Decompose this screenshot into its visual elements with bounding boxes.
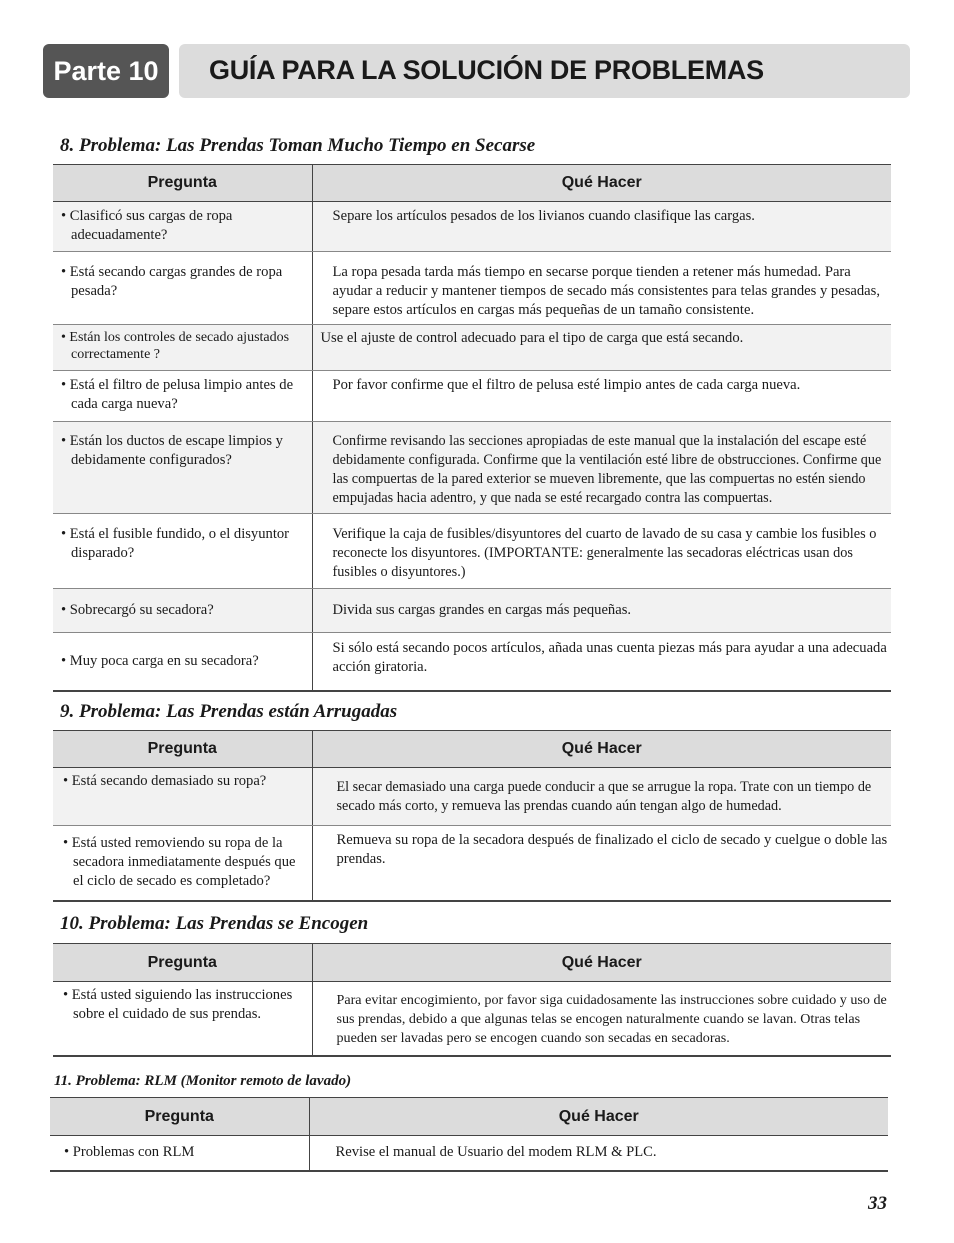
- section-title-10: 10. Problema: Las Prendas se Encogen: [60, 913, 369, 934]
- answer-text: Por favor confirme que el filtro de pelusa esté limpio antes de cada carga nueva.: [312, 371, 891, 422]
- question-text: • Está el fusible fundido, o el disyuntor disparado?: [61, 526, 290, 561]
- answer-text: Revise el manual de Usuario del modem RLM & PLC.: [335, 1144, 657, 1161]
- page-number: 33: [868, 1193, 887, 1214]
- table-row: [53, 768, 891, 826]
- question-text: • Sobrecargó su secadora?: [61, 602, 214, 618]
- question-text: • Están los ductos de escape limpios y debidamente configurados?: [61, 433, 283, 468]
- table-row: [53, 589, 891, 633]
- column-header-answer: Qué Hacer: [312, 944, 891, 982]
- troubleshooting-table-9: [53, 730, 891, 902]
- column-header-question: Pregunta: [53, 944, 312, 982]
- column-header-answer: Qué Hacer: [312, 731, 891, 768]
- table-header-row: [53, 944, 891, 982]
- troubleshooting-table-10: [53, 943, 891, 1057]
- question-text: • Están los controles de secado ajustados correctamente ?: [61, 330, 290, 362]
- question-text: • Está secando demasiado su ropa?: [63, 773, 267, 789]
- table-row: [53, 325, 891, 371]
- column-header-question: Pregunta: [50, 1098, 309, 1136]
- table-row: [53, 633, 891, 691]
- answer-text: Verifique la caja de fusibles/disyuntores del cuarto de lavado de su casa y cambie los fusibles o reconecte los disyuntores. (IMPORTANTE: generalmente las secadoras eléctricas usan dos fusibles o disyuntores.): [312, 514, 891, 589]
- section-title-9: 9. Problema: Las Prendas están Arrugadas: [60, 701, 398, 722]
- column-header-question: Pregunta: [53, 731, 312, 768]
- column-header-answer: Qué Hacer: [309, 1098, 888, 1136]
- troubleshooting-table-8: [53, 164, 891, 692]
- question-text: • Muy poca carga en su secadora?: [61, 652, 259, 669]
- table-row: [53, 371, 891, 422]
- table-row: [50, 1136, 888, 1171]
- answer-text: Para evitar encogimiento, por favor siga cuidadosamente las instrucciones sobre cuidado y uso de sus prendas, debido a que algunas telas se encogen naturalmente cuando se lavan. Otras telas pueden ser lavadas pero se encogen cuando son secadas en secadoras.: [336, 992, 887, 1046]
- part-label: Parte 10: [43, 44, 169, 98]
- table-row: [53, 422, 891, 514]
- section-title-11: 11. Problema: RLM (Monitor remoto de lavado): [54, 1073, 352, 1089]
- table-row: [53, 202, 891, 252]
- answer-text: Confirme revisando las secciones apropiadas de este manual que la instalación del escape esté debidamente configurada. Confirme que la ventilación esté libre de obstrucciones. Confirme que las compuertas de la pared exterior se mueven libremente, que las compuertas no estén siendo empujadas hacia adentro, y que nada se esté recargado contra las compuertas.: [312, 422, 891, 514]
- section-title-8: 8. Problema: Las Prendas Toman Mucho Tiempo en Secarse: [60, 135, 536, 156]
- question-text: • Clasificó sus cargas de ropa adecuadamente?: [61, 208, 233, 243]
- column-header-answer: Qué Hacer: [312, 165, 891, 202]
- page-header: [43, 44, 910, 98]
- answer-text: Remueva su ropa de la secadora después de finalizado el ciclo de secado y cuelgue o doble las prendas.: [336, 832, 888, 867]
- troubleshooting-table-11: [50, 1097, 888, 1172]
- answer-text: La ropa pesada tarda más tiempo en secarse porque tienden a retener más humedad. Para ayudar a reducir y mantener tiempos de secado más consistentes para telas grandes y pesadas, separe estos artículos en cargas más pequeñas de un tamaño consistente.: [312, 252, 891, 325]
- question-text: • Está usted removiendo su ropa de la secadora inmediatamente después que el ciclo de secado es completado?: [63, 835, 296, 889]
- table-row: [53, 982, 891, 1056]
- column-header-question: Pregunta: [53, 165, 312, 202]
- question-text: • Está el filtro de pelusa limpio antes de cada carga nueva?: [61, 377, 294, 412]
- answer-text: Use el ajuste de control adecuado para el tipo de carga que está secando.: [312, 325, 891, 371]
- question-text: • Problemas con RLM: [64, 1144, 195, 1161]
- answer-text: El secar demasiado una carga puede conducir a que se arrugue la ropa. Trate con un tiempo de secado más corto, y remueva las prendas cuando aún tengan algo de humedad.: [312, 768, 891, 826]
- table-row: [53, 252, 891, 325]
- title-banner: [179, 44, 910, 98]
- page-title: GUÍA PARA LA SOLUCIÓN DE PROBLEMAS: [209, 55, 764, 85]
- answer-text: Divida sus cargas grandes en cargas más pequeñas.: [312, 589, 891, 633]
- question-text: • Está secando cargas grandes de ropa pesada?: [61, 264, 283, 299]
- table-header-row: [53, 165, 891, 202]
- table-header-row: [53, 731, 891, 768]
- table-row: [53, 514, 891, 589]
- question-text: • Está usted siguiendo las instrucciones sobre el cuidado de sus prendas.: [63, 987, 293, 1022]
- table-row: [53, 826, 891, 901]
- answer-text: Si sólo está secando pocos artículos, añada unas cuenta piezas más para ayudar a una adecuada acción giratoria.: [332, 640, 887, 675]
- answer-text: Separe los artículos pesados de los livianos cuando clasifique las cargas.: [312, 202, 891, 252]
- table-header-row: [50, 1098, 888, 1136]
